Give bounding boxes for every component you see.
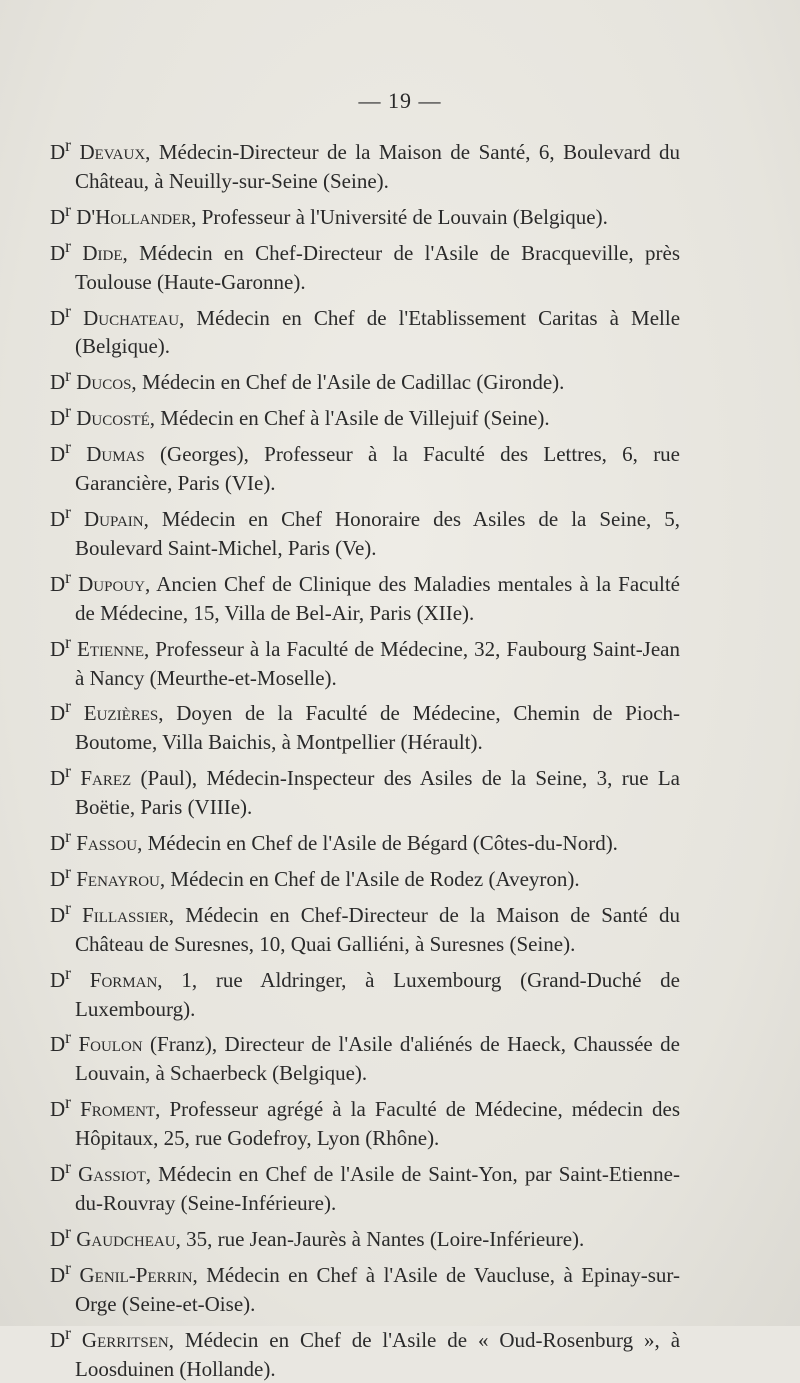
doctor-title: D (50, 701, 66, 726)
list-item (50, 858, 680, 894)
list-item (50, 232, 680, 297)
member-name: D'Hollander, (76, 204, 197, 229)
list-item (50, 894, 680, 959)
member-description: Médecin en Chef de l'Asile de Saint-Yon, par Saint-Etienne-du-Rouvray (Seine-Inférieure). (75, 1162, 680, 1215)
member-description: Doyen de la Faculté de Médecine, Chemin de Pioch-Boutome, Villa Baichis, à Montpellier (Hérault). (75, 701, 681, 755)
title-superscript: r (65, 1092, 71, 1113)
member-description: Professeur à la Faculté de Médecine, 32, Faubourg Saint-Jean à Nancy (Meurthe-et-Moselle). (75, 636, 680, 690)
list-item (50, 397, 680, 433)
doctor-title: D (50, 1032, 66, 1057)
title-superscript: r (65, 631, 71, 652)
member-name: Ducos, (76, 370, 137, 395)
list-item (50, 131, 680, 196)
title-superscript: r (65, 1027, 71, 1048)
member-list (50, 131, 680, 1383)
doctor-title: D (50, 305, 66, 330)
member-name: Duchateau, (83, 305, 185, 330)
member-description: Médecin en Chef Honoraire des Asiles de la Seine, 5, Boulevard Saint-Michel, Paris (Ve). (75, 506, 681, 560)
member-name: Devaux, (79, 140, 151, 164)
member-name: Euzières, (83, 701, 164, 726)
doctor-title: D (50, 1226, 66, 1251)
member-name: Farez (80, 766, 132, 791)
member-description: 35, rue Jean-Jaurès à Nantes (Loire-Inférieure). (186, 1226, 585, 1251)
member-name: Foulon (78, 1032, 143, 1057)
title-superscript: r (65, 696, 71, 717)
doctor-title: D (50, 636, 66, 661)
member-name: Fassou, (76, 831, 143, 856)
doctor-title: D (50, 240, 66, 265)
title-superscript: r (65, 566, 71, 587)
title-superscript: r (65, 235, 71, 256)
member-description: Professeur à l'Université de Louvain (Belgique). (201, 204, 608, 229)
title-superscript: r (65, 300, 71, 321)
doctor-title: D (50, 1262, 66, 1287)
title-superscript: r (65, 1257, 71, 1278)
doctor-title: D (50, 442, 66, 467)
member-name: Dupain, (84, 506, 149, 531)
member-name: Dumas (86, 442, 145, 467)
title-superscript: r (65, 365, 71, 386)
list-item (50, 196, 680, 232)
list-item (50, 822, 680, 858)
member-description: Ancien Chef de Clinique des Maladies mentales à la Faculté de Médecine, 15, Villa de Bel-Air, Paris (XIIe). (75, 571, 680, 625)
list-item (50, 628, 680, 693)
title-superscript: r (65, 1221, 71, 1242)
doctor-title: D (50, 866, 66, 891)
list-item (50, 563, 680, 628)
title-superscript: r (65, 861, 71, 882)
member-name: Gerritsen, (81, 1327, 174, 1352)
title-superscript: r (65, 401, 71, 422)
title-superscript: r (65, 199, 71, 220)
list-item (50, 1153, 680, 1218)
doctor-title: D (50, 766, 66, 791)
doctor-title: D (50, 506, 66, 531)
member-description: (Franz), Directeur de l'Asile d'aliénés de Haeck, Chaussée de Louvain, à Schaerbeck (Belgique). (75, 1032, 681, 1086)
list-item (50, 692, 680, 757)
doctor-title: D (50, 967, 66, 992)
doctor-title: D (50, 204, 66, 229)
list-item (50, 498, 680, 563)
member-description: (Paul), Médecin-Inspecteur des Asiles de la Seine, 3, rue La Boëtie, Paris (VIIIe). (75, 766, 681, 820)
title-superscript: r (65, 897, 71, 918)
member-name: Dupouy, (78, 571, 151, 596)
title-superscript: r (65, 1157, 71, 1178)
title-superscript: r (65, 437, 71, 458)
member-name: Forman, (89, 967, 163, 992)
doctor-title: D (50, 1162, 66, 1187)
doctor-title: D (50, 140, 66, 164)
title-superscript: r (65, 1322, 71, 1343)
member-name: Gaudcheau, (76, 1226, 181, 1251)
doctor-title: D (50, 571, 66, 596)
doctor-title: D (50, 902, 66, 927)
list-item (50, 1254, 680, 1319)
page-number: — 19 — (358, 88, 442, 113)
member-name: Fenayrou, (76, 866, 166, 891)
title-superscript: r (65, 761, 71, 782)
member-description: Médecin en Chef de l'Asile de Cadillac (Gironde). (141, 370, 565, 395)
list-item (50, 959, 680, 1024)
member-description: Médecin en Chef de l'Etablissement Caritas à Melle (Belgique). (75, 305, 681, 359)
list-item (50, 1218, 680, 1254)
member-description: Médecin en Chef-Directeur de la Maison de Santé du Château de Suresnes, 10, Quai Galliéni, à Suresnes (Seine). (75, 902, 681, 956)
member-name: Froment, (80, 1097, 161, 1122)
title-superscript: r (65, 826, 71, 847)
member-description: Médecin en Chef-Directeur de l'Asile de Bracqueville, près Toulouse (Haute-Garonne). (75, 240, 680, 294)
member-name: Etienne, (77, 636, 150, 661)
member-name: Dide, (82, 240, 128, 265)
doctor-title: D (50, 831, 66, 856)
member-name: Ducosté, (76, 406, 156, 431)
member-description: Médecin en Chef de l'Asile de « Oud-Rosenburg », à Loosduinen (Hollande). (75, 1327, 681, 1381)
member-description: Professeur agrégé à la Faculté de Médecine, médecin des Hôpitaux, 25, rue Godefroy, Lyon (Rhône). (75, 1097, 681, 1151)
list-item (50, 1088, 680, 1153)
title-superscript: r (65, 962, 71, 983)
member-name: Fillassier, (82, 902, 175, 927)
member-description: (Georges), Professeur à la Faculté des Lettres, 6, rue Garancière, Paris (VIe). (75, 442, 681, 496)
member-description: Médecin en Chef de l'Asile de Bégard (Côtes-du-Nord). (147, 831, 618, 856)
list-item (50, 757, 680, 822)
list-item (50, 1319, 680, 1383)
title-superscript: r (65, 501, 71, 522)
member-description: Médecin-Directeur de la Maison de Santé, 6, Boulevard du Château, à Neuilly-sur-Seine (Seine). (75, 140, 680, 193)
list-item (50, 433, 680, 498)
member-name: Gassiot, (78, 1162, 152, 1187)
title-superscript: r (65, 135, 71, 155)
doctor-title: D (50, 370, 66, 395)
doctor-title: D (50, 406, 66, 431)
member-description: Médecin en Chef de l'Asile de Rodez (Aveyron). (170, 866, 580, 891)
member-description: Médecin en Chef à l'Asile de Vaucluse, à Epinay-sur-Orge (Seine-et-Oise). (75, 1262, 680, 1316)
member-description: Médecin en Chef à l'Asile de Villejuif (Seine). (160, 406, 550, 431)
doctor-title: D (50, 1097, 66, 1122)
list-item (50, 297, 680, 362)
list-item (50, 1023, 680, 1088)
member-description: 1, rue Aldringer, à Luxembourg (Grand-Duché de Luxembourg). (75, 967, 680, 1021)
list-item (50, 361, 680, 397)
member-name: Genil-Perrin, (79, 1262, 198, 1287)
doctor-title: D (50, 1327, 66, 1352)
